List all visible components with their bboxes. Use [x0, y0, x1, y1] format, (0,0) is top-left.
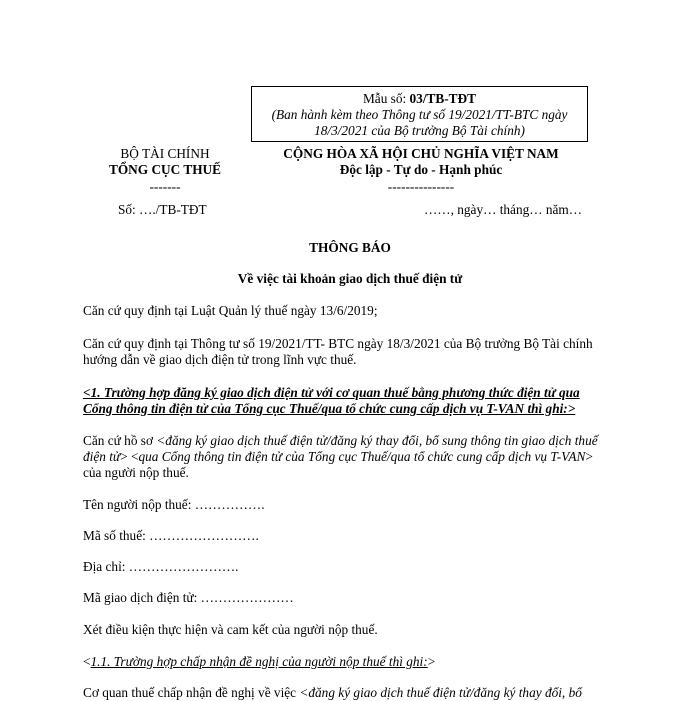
- form-code-line: [252, 90, 587, 107]
- document-title: THÔNG BÁO: [309, 240, 391, 255]
- basis-circular-cont: hướng dẫn về giao dịch điện tử trong lĩnh vực thuế.: [83, 352, 357, 367]
- dossier-close: >: [585, 449, 593, 464]
- section-1-1-close: >: [427, 654, 436, 669]
- section-1-1-heading: [83, 653, 623, 670]
- left-divider: -------: [149, 179, 181, 194]
- form-code-box: [251, 86, 588, 142]
- dossier-type: <đăng ký giao dịch thuế điện tử/đăng ký thay đổi, bổ sung thông tin giao dịch thuế: [156, 433, 598, 448]
- tax-code-field: Mã số thuế: …………………….: [83, 528, 259, 543]
- acceptance-line: [83, 684, 623, 701]
- form-code-value: 03/TB-TĐT: [409, 91, 477, 106]
- taxpayer-name-field: Tên người nộp thuế: …………….: [83, 497, 265, 512]
- dossier-separator: > <: [120, 449, 139, 464]
- date-line: ……, ngày… tháng… năm…: [424, 202, 583, 217]
- dossier-line-1: [83, 432, 623, 449]
- basis-circular: Căn cứ quy định tại Thông tư số 19/2021/TT- BTC ngày 18/3/2021 của Bộ trưởng Bộ Tài chính: [83, 336, 593, 351]
- dossier-type-end: điện tử: [83, 449, 121, 464]
- acceptance-type: <đăng ký giao dịch thuế điện tử/đăng ký thay đổi, bổ: [299, 685, 582, 700]
- issued-by-line-2: 18/3/2021 của Bộ trưởng Bộ Tài chính): [314, 123, 525, 138]
- section-1-1-text: 1.1. Trường hợp chấp nhận đề nghị của người nộp thuế thì ghi:: [90, 654, 428, 669]
- transaction-code-field: Mã giao dịch điện tử: …………………: [83, 590, 294, 605]
- acceptance-lead: Cơ quan thuế chấp nhận đề nghị về việc: [83, 685, 300, 700]
- address-field: Địa chỉ: …………………….: [83, 559, 239, 574]
- dossier-line-2: [83, 448, 623, 465]
- basis-law: Căn cứ quy định tại Luật Quản lý thuế ngày 13/6/2019;: [83, 303, 378, 318]
- issued-by-line-1: (Ban hành kèm theo Thông tư số 19/2021/TT-BTC ngày: [271, 107, 568, 122]
- dossier-lead: Căn cứ hồ sơ: [83, 433, 157, 448]
- national-title: CỘNG HÒA XÃ HỘI CHỦ NGHĨA VIỆT NAM: [283, 146, 559, 161]
- section-1-1-open: <: [83, 654, 91, 669]
- section-1-heading-line-2: Cổng thông tin điện tử của Tổng cục Thuế/qua tổ chức cung cấp dịch vụ T-VAN thì ghi:>: [83, 401, 576, 416]
- document-number: Số: …./TB-TĐT: [118, 202, 207, 217]
- section-1-heading-line-1: <1. Trường hợp đăng ký giao dịch điện tử với cơ quan thuế bằng phương thức điện tử qua: [83, 385, 580, 400]
- form-code-label: Mẫu số:: [362, 91, 410, 106]
- national-motto: Độc lập - Tự do - Hạnh phúc: [339, 162, 503, 177]
- agency-name: TỔNG CỤC THUẾ: [108, 162, 222, 177]
- dossier-line-3: của người nộp thuế.: [83, 465, 189, 480]
- right-divider: ---------------: [387, 179, 455, 194]
- dossier-channel: qua Cổng thông tin điện tử của Tổng cục Thuế/qua tổ chức cung cấp dịch vụ T-VAN: [138, 449, 586, 464]
- document-subtitle: Về việc tài khoản giao dịch thuế điện tử: [237, 271, 463, 286]
- consideration-line: Xét điều kiện thực hiện và cam kết của người nộp thuế.: [83, 622, 378, 637]
- ministry-name: BỘ TÀI CHÍNH: [120, 146, 210, 161]
